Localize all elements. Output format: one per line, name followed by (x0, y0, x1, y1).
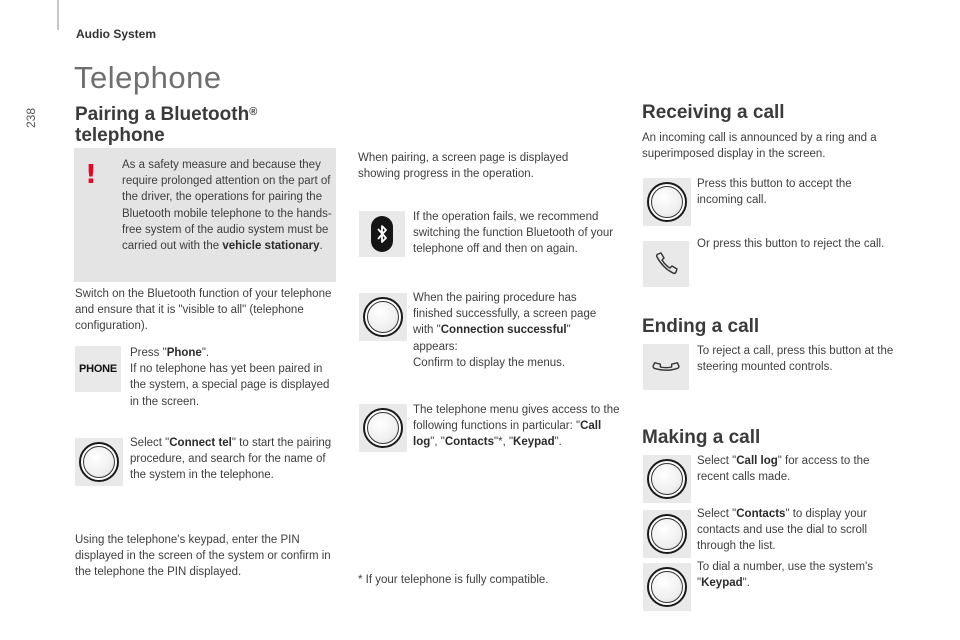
rotary-dial-knob-icon (643, 178, 691, 226)
phone-button-icon: PHONE (75, 346, 121, 392)
safety-warning-text: As a safety measure and because they require prolonged attention on the part of the driver, the operations for pairing the Bluetooth mobile telephone to the hands-free system of the audio system must be carried out with the vehicle stationary. (122, 159, 332, 253)
page-title: Telephone (74, 60, 222, 95)
receiving-intro: An incoming call is announced by a ring and a superimposed display in the screen. (642, 132, 877, 161)
select-connect-text: Select "Connect tel" to start the pairing procedure, and search for the name of the system in the telephone. (130, 437, 332, 482)
pairing-progress-text: When pairing, a screen page is displayed showing progress in the operation. (358, 152, 569, 181)
menu-functions-text: The telephone menu gives access to the following functions in particular: "Call log", "Contacts"*, "Keypad". (413, 404, 620, 449)
bluetooth-icon (359, 211, 405, 257)
ending-heading: Ending a call (642, 316, 760, 337)
keypad-text: To dial a number, use the system's "Keypad". (697, 561, 874, 590)
telephone-handset-icon (643, 241, 689, 287)
compatibility-footnote: * If your telephone is fully compatible. (358, 574, 549, 586)
accept-call-text: Press this button to accept the incoming call. (697, 178, 852, 207)
end-call-text: To reject a call, press this button at the steering mounted controls. (697, 345, 894, 374)
margin-rule (57, 0, 59, 30)
section-label: Audio System (76, 27, 157, 41)
fail-text: If the operation fails, we recommend switching the function Bluetooth of your telephone off and then on again. (413, 211, 614, 256)
success-text: When the pairing procedure has finished successfully, a screen page with "Connection successful" appears: Confirm to display the menus. (413, 292, 597, 369)
press-phone-text: Press "Phone". If no telephone has yet been paired in the system, a special page is displayed in the screen. (130, 347, 330, 408)
pairing-heading: Pairing a Bluetooth® telephone (75, 104, 258, 146)
rotary-dial-knob-icon (359, 293, 407, 341)
switch-on-text: Switch on the Bluetooth function of your telephone and ensure that it is "visible to all" (telephone configuration). (75, 288, 332, 333)
rotary-dial-knob-icon (359, 404, 407, 452)
rotary-dial-knob-icon (643, 455, 691, 503)
receiving-heading: Receiving a call (642, 102, 785, 123)
call-log-text: Select "Call log" for access to the recent calls made. (697, 455, 870, 484)
pin-text: Using the telephone's keypad, enter the PIN displayed in the screen of the system or confirm in the telephone the PIN displayed. (75, 534, 331, 579)
rotary-dial-knob-icon (75, 438, 123, 486)
rotary-dial-knob-icon (643, 510, 691, 558)
rotary-dial-knob-icon (643, 563, 691, 611)
page-number: 238 (24, 107, 38, 128)
warning-exclamation-icon: ! (85, 160, 97, 190)
telephone-handset-icon (643, 344, 689, 390)
contacts-text: Select "Contacts" to display your contacts and use the dial to scroll through the list. (697, 508, 868, 553)
making-heading: Making a call (642, 427, 761, 448)
reject-call-text: Or press this button to reject the call. (697, 238, 885, 250)
